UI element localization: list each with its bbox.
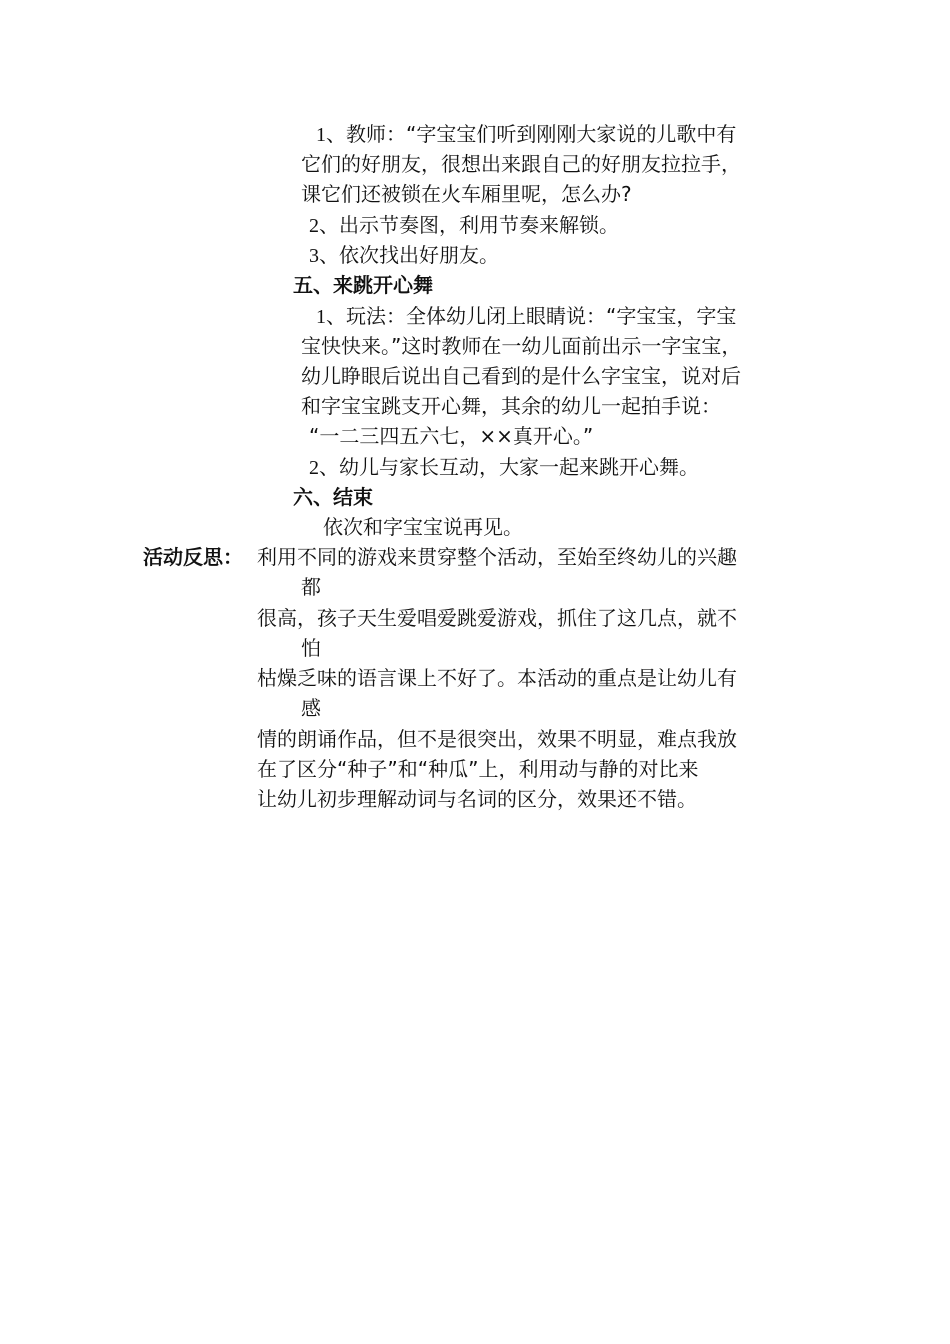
reflection-line-1-wrap: 都 (301, 575, 321, 599)
item-number: 3 (309, 245, 319, 267)
section5-item-1-line-5: “一二三四五六七，××真开心。” (309, 424, 594, 448)
item-1-line-1 (316, 119, 736, 150)
item-text: 、出示节奏图，利用节奏来解锁。 (319, 213, 619, 237)
section5-item-1-line-2: 宝快快来。”这时教师在一幼儿面前出示一字宝宝， (301, 334, 742, 358)
reflection-label: 活动反思： (143, 545, 243, 569)
reflection-line-3: 枯燥乏味的语言课上不好了。本活动的重点是让幼儿有 (257, 666, 737, 690)
reflection-line-5: 在了区分“种子”和“种瓜”上，利用动与静的对比来 (257, 757, 699, 781)
item-number: 1 (316, 306, 326, 328)
section5-item-2 (309, 452, 699, 483)
reflection-line-1: 利用不同的游戏来贯穿整个活动，至始至终幼儿的兴趣 (257, 545, 737, 569)
item-text: 、玩法：全体幼儿闭上眼睛说：“字宝宝，字宝 (326, 304, 737, 328)
reflection-line-6: 让幼儿初步理解动词与名词的区分，效果还不错。 (257, 787, 697, 811)
item-number: 2 (309, 457, 319, 479)
item-text: 、依次找出好朋友。 (319, 243, 499, 267)
section5-item-1-line-3: 幼儿睁眼后说出自己看到的是什么字宝宝，说对后 (301, 364, 741, 388)
section-heading-5: 五、来跳开心舞 (293, 273, 433, 297)
section5-item-1-line-1 (316, 301, 736, 332)
item-2 (309, 210, 619, 241)
section6-text: 依次和字宝宝说再见。 (323, 515, 523, 539)
item-3 (309, 240, 499, 271)
item-1-line-2: 它们的好朋友，很想出来跟自己的好朋友拉拉手， (301, 152, 741, 176)
reflection-line-2: 很高，孩子天生爱唱爱跳爱游戏，抓住了这几点，就不 (257, 606, 737, 630)
section5-item-1-line-4: 和字宝宝跳支开心舞，其余的幼儿一起拍手说： (301, 394, 721, 418)
item-number: 1 (316, 124, 326, 146)
item-text: 、幼儿与家长互动，大家一起来跳开心舞。 (319, 455, 699, 479)
reflection-line-4: 情的朗诵作品，但不是很突出，效果不明显，难点我放 (257, 727, 737, 751)
section-heading-6: 六、结束 (293, 485, 373, 509)
reflection-line-3-wrap: 感 (301, 696, 321, 720)
item-1-line-3: 课它们还被锁在火车厢里呢，怎么办? (301, 182, 632, 206)
item-number: 2 (309, 215, 319, 237)
item-text: 、教师：“字宝宝们听到刚刚大家说的儿歌中有 (326, 122, 737, 146)
reflection-line-2-wrap: 怕 (301, 636, 321, 660)
